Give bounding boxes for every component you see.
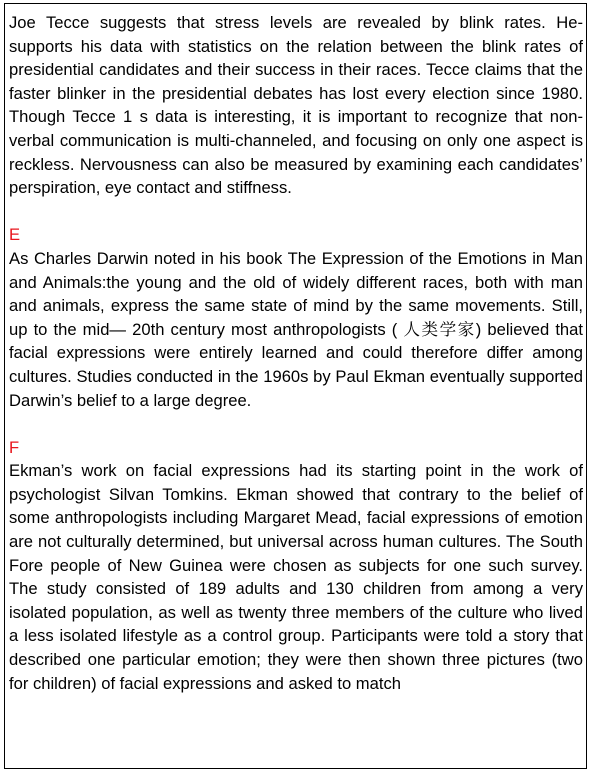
paragraph-spacer [9, 200, 583, 224]
document-body [9, 11, 583, 695]
section-e-letter: E [9, 225, 21, 245]
section-f-text: Ekman’s work on facial expressions had its starting point in the work of psychologist Silvan Tomkins. Ekman showed that contrary to the belief of some anthropologists including Margaret Mead, facial expressions of emotion are not culturally determined, but universal across human cultures. The South Fore people of New Guinea were chosen as subjects for one such survey. The study consisted of 189 adults and 130 children from among a very isolated population, as well as twenty three members of the culture who lived a less isolated lifestyle as a control group. Participants were told a story that described one particular emotion; they were then shown three pictures (two for children) of facial expressions and asked to match [9, 461, 583, 693]
document-frame [4, 3, 587, 769]
paragraph-spacer [9, 412, 583, 436]
section-e-text: As Charles Darwin noted in his book The Expression of the Emotions in Man and Animals:the young and the old of widely different races, both with man and animals, express the same state of mind by the same movements. Still, up to the mid— 20th century most anthropologists ( 人类学家) believed that facial expressions were entirely learned and could therefore differ among cultures. Studies conducted in the 1960s by Paul Ekman eventually supported Darwin’s belief to a large degree. [9, 248, 583, 410]
paragraph-intro: Joe Tecce suggests that stress levels are revealed by blink rates. He- supports his data with statistics on the relation between the blink rates of presidential candidates and their success in their races. Tecce claims that the faster blinker in the presidential debates has lost every election since 1980. Though Tecce 1 s data is interesting, it is important to recognize that non-verbal communication is multi-channeled, and focusing on only one aspect is reckless. Nervousness can also be measured by examining each candidates’ perspiration, eye contact and stiffness. [9, 13, 583, 198]
section-f-letter: F [9, 437, 20, 457]
